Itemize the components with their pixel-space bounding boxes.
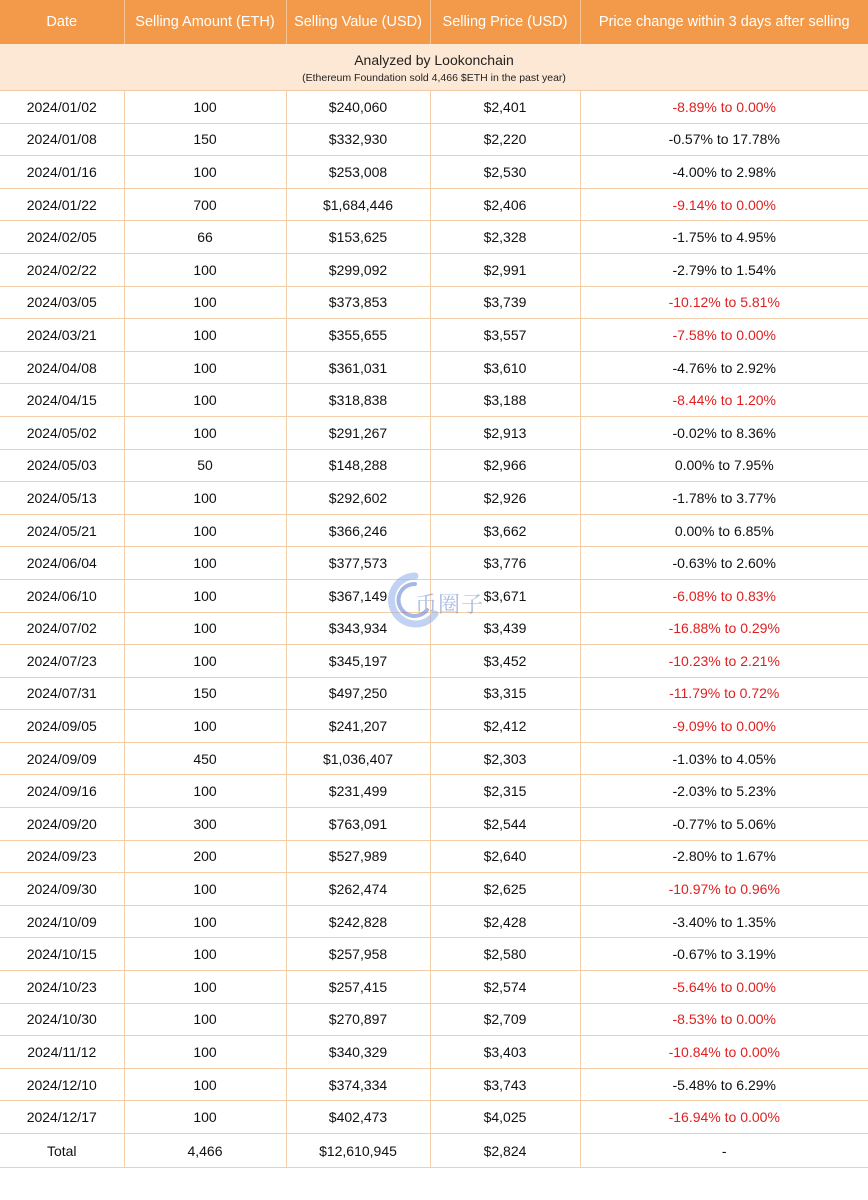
row-date: 2024/05/02 (0, 416, 124, 449)
row-price: $2,913 (430, 416, 580, 449)
analysis-section (0, 44, 868, 91)
table-row (0, 384, 868, 417)
row-date: 2024/05/03 (0, 449, 124, 482)
row-change: -0.63% to 2.60% (580, 547, 868, 580)
row-amount: 100 (124, 1036, 286, 1069)
header-date: Date (0, 0, 124, 44)
row-date: 2024/02/05 (0, 221, 124, 254)
row-amount: 100 (124, 938, 286, 971)
row-amount: 300 (124, 808, 286, 841)
row-price: $3,403 (430, 1036, 580, 1069)
row-change: -2.03% to 5.23% (580, 775, 868, 808)
table-row (0, 253, 868, 286)
table-row (0, 579, 868, 612)
row-price: $3,662 (430, 514, 580, 547)
row-change: -6.08% to 0.83% (580, 579, 868, 612)
table-row (0, 319, 868, 352)
row-amount: 100 (124, 253, 286, 286)
row-amount: 100 (124, 514, 286, 547)
analysis-cell (0, 44, 868, 91)
row-date: 2024/10/30 (0, 1003, 124, 1036)
row-amount: 100 (124, 775, 286, 808)
watermark-text: 币圈子 (415, 593, 485, 618)
table-row (0, 449, 868, 482)
row-date: 2024/05/13 (0, 482, 124, 515)
row-price: $2,530 (430, 156, 580, 189)
row-change: -4.00% to 2.98% (580, 156, 868, 189)
row-amount: 100 (124, 579, 286, 612)
header-selling-amount: Selling Amount (ETH) (124, 0, 286, 44)
row-amount: 100 (124, 482, 286, 515)
row-price: $4,025 (430, 1101, 580, 1134)
row-amount: 100 (124, 710, 286, 743)
total-value: $12,610,945 (286, 1134, 430, 1168)
row-price: $2,991 (430, 253, 580, 286)
row-value: $527,989 (286, 840, 430, 873)
row-change: -9.09% to 0.00% (580, 710, 868, 743)
row-change: -9.14% to 0.00% (580, 188, 868, 221)
row-price: $3,315 (430, 677, 580, 710)
row-amount: 100 (124, 319, 286, 352)
total-label: Total (0, 1134, 124, 1168)
row-price: $2,220 (430, 123, 580, 156)
analysis-subtitle: (Ethereum Foundation sold 4,466 $ETH in the past year) (302, 72, 566, 84)
row-date: 2024/11/12 (0, 1036, 124, 1069)
row-change: -16.94% to 0.00% (580, 1101, 868, 1134)
table-row (0, 840, 868, 873)
row-value: $497,250 (286, 677, 430, 710)
row-change: 0.00% to 6.85% (580, 514, 868, 547)
row-date: 2024/09/20 (0, 808, 124, 841)
row-value: $1,684,446 (286, 188, 430, 221)
row-change: -1.78% to 3.77% (580, 482, 868, 515)
row-value: $763,091 (286, 808, 430, 841)
row-date: 2024/09/05 (0, 710, 124, 743)
row-value: $292,602 (286, 482, 430, 515)
row-price: $2,412 (430, 710, 580, 743)
row-price: $3,439 (430, 612, 580, 645)
row-amount: 50 (124, 449, 286, 482)
row-price: $2,640 (430, 840, 580, 873)
row-value: $361,031 (286, 351, 430, 384)
row-date: 2024/01/02 (0, 91, 124, 124)
table-row (0, 351, 868, 384)
row-amount: 100 (124, 873, 286, 906)
row-date: 2024/07/23 (0, 645, 124, 678)
row-amount: 100 (124, 416, 286, 449)
row-date: 2024/10/15 (0, 938, 124, 971)
row-change: -1.75% to 4.95% (580, 221, 868, 254)
row-price: $2,303 (430, 742, 580, 775)
row-amount: 100 (124, 351, 286, 384)
table-row (0, 971, 868, 1004)
row-amount: 100 (124, 905, 286, 938)
row-price: $2,709 (430, 1003, 580, 1036)
table-row (0, 905, 868, 938)
row-change: -8.89% to 0.00% (580, 91, 868, 124)
header-selling-value: Selling Value (USD) (286, 0, 430, 44)
row-change: -7.58% to 0.00% (580, 319, 868, 352)
row-value: $1,036,407 (286, 742, 430, 775)
row-price: $3,739 (430, 286, 580, 319)
row-price: $2,926 (430, 482, 580, 515)
row-value: $257,415 (286, 971, 430, 1004)
row-date: 2024/04/08 (0, 351, 124, 384)
table-row (0, 873, 868, 906)
row-change: -0.02% to 8.36% (580, 416, 868, 449)
row-price: $3,188 (430, 384, 580, 417)
row-price: $2,966 (430, 449, 580, 482)
row-amount: 100 (124, 971, 286, 1004)
row-date: 2024/10/09 (0, 905, 124, 938)
row-value: $366,246 (286, 514, 430, 547)
row-value: $240,060 (286, 91, 430, 124)
row-price: $3,610 (430, 351, 580, 384)
table-row (0, 416, 868, 449)
row-change: -0.77% to 5.06% (580, 808, 868, 841)
row-price: $3,452 (430, 645, 580, 678)
row-change: -3.40% to 1.35% (580, 905, 868, 938)
table-row (0, 1101, 868, 1134)
row-change: -10.97% to 0.96% (580, 873, 868, 906)
row-date: 2024/09/16 (0, 775, 124, 808)
row-price: $2,315 (430, 775, 580, 808)
row-date: 2024/10/23 (0, 971, 124, 1004)
row-date: 2024/12/17 (0, 1101, 124, 1134)
row-date: 2024/07/02 (0, 612, 124, 645)
row-date: 2024/09/23 (0, 840, 124, 873)
row-price: $3,557 (430, 319, 580, 352)
row-amount: 66 (124, 221, 286, 254)
header-row (0, 0, 868, 44)
row-value: $374,334 (286, 1068, 430, 1101)
row-amount: 150 (124, 677, 286, 710)
row-date: 2024/01/16 (0, 156, 124, 189)
table-row (0, 547, 868, 580)
row-amount: 100 (124, 286, 286, 319)
row-value: $373,853 (286, 286, 430, 319)
row-value: $345,197 (286, 645, 430, 678)
row-change: -10.23% to 2.21% (580, 645, 868, 678)
total-price: $2,824 (430, 1134, 580, 1168)
table-row (0, 645, 868, 678)
row-date: 2024/02/22 (0, 253, 124, 286)
row-amount: 100 (124, 1101, 286, 1134)
row-price: $2,328 (430, 221, 580, 254)
row-change: -0.67% to 3.19% (580, 938, 868, 971)
row-value: $231,499 (286, 775, 430, 808)
row-value: $340,329 (286, 1036, 430, 1069)
row-date: 2024/01/22 (0, 188, 124, 221)
row-amount: 450 (124, 742, 286, 775)
row-date: 2024/04/15 (0, 384, 124, 417)
row-change: -5.48% to 6.29% (580, 1068, 868, 1101)
row-date: 2024/05/21 (0, 514, 124, 547)
total-row (0, 1134, 868, 1168)
row-date: 2024/09/30 (0, 873, 124, 906)
total-change: - (580, 1134, 868, 1168)
row-date: 2024/12/10 (0, 1068, 124, 1101)
row-value: $367,149 (286, 579, 430, 612)
row-price: $2,625 (430, 873, 580, 906)
row-amount: 100 (124, 645, 286, 678)
table-row (0, 221, 868, 254)
row-amount: 100 (124, 612, 286, 645)
row-value: $343,934 (286, 612, 430, 645)
row-price: $2,406 (430, 188, 580, 221)
row-value: $318,838 (286, 384, 430, 417)
row-amount: 200 (124, 840, 286, 873)
row-date: 2024/07/31 (0, 677, 124, 710)
row-value: $299,092 (286, 253, 430, 286)
table-row (0, 808, 868, 841)
row-change: -2.80% to 1.67% (580, 840, 868, 873)
table-row (0, 188, 868, 221)
row-value: $332,930 (286, 123, 430, 156)
row-value: $270,897 (286, 1003, 430, 1036)
row-change: -8.53% to 0.00% (580, 1003, 868, 1036)
row-price: $3,671 (430, 579, 580, 612)
row-change: -1.03% to 4.05% (580, 742, 868, 775)
row-date: 2024/06/10 (0, 579, 124, 612)
table-row (0, 1068, 868, 1101)
row-amount: 100 (124, 547, 286, 580)
row-date: 2024/03/21 (0, 319, 124, 352)
row-value: $377,573 (286, 547, 430, 580)
row-change: -16.88% to 0.29% (580, 612, 868, 645)
table-row (0, 286, 868, 319)
table-row (0, 677, 868, 710)
row-change: -11.79% to 0.72% (580, 677, 868, 710)
row-amount: 150 (124, 123, 286, 156)
row-price: $2,580 (430, 938, 580, 971)
row-price: $2,574 (430, 971, 580, 1004)
table-row (0, 742, 868, 775)
row-value: $402,473 (286, 1101, 430, 1134)
table-row (0, 710, 868, 743)
row-amount: 100 (124, 1068, 286, 1101)
row-amount: 100 (124, 91, 286, 124)
table-row (0, 1036, 868, 1069)
row-value: $242,828 (286, 905, 430, 938)
row-value: $153,625 (286, 221, 430, 254)
table-row (0, 482, 868, 515)
table-row (0, 156, 868, 189)
row-change: -2.79% to 1.54% (580, 253, 868, 286)
row-date: 2024/03/05 (0, 286, 124, 319)
table-row (0, 612, 868, 645)
row-amount: 100 (124, 384, 286, 417)
row-value: $253,008 (286, 156, 430, 189)
table-row (0, 123, 868, 156)
header-selling-price: Selling Price (USD) (430, 0, 580, 44)
total-amount: 4,466 (124, 1134, 286, 1168)
row-amount: 100 (124, 1003, 286, 1036)
row-value: $355,655 (286, 319, 430, 352)
row-amount: 700 (124, 188, 286, 221)
row-date: 2024/01/08 (0, 123, 124, 156)
row-amount: 100 (124, 156, 286, 189)
row-change: 0.00% to 7.95% (580, 449, 868, 482)
row-date: 2024/09/09 (0, 742, 124, 775)
row-value: $257,958 (286, 938, 430, 971)
row-price: $3,776 (430, 547, 580, 580)
row-change: -4.76% to 2.92% (580, 351, 868, 384)
row-value: $262,474 (286, 873, 430, 906)
row-value: $148,288 (286, 449, 430, 482)
header-price-change: Price change within 3 days after selling (580, 0, 868, 44)
table-row (0, 938, 868, 971)
row-change: -0.57% to 17.78% (580, 123, 868, 156)
row-value: $291,267 (286, 416, 430, 449)
table-row (0, 1003, 868, 1036)
table-body (0, 91, 868, 1168)
row-value: $241,207 (286, 710, 430, 743)
analysis-title: Analyzed by Lookonchain (354, 52, 514, 68)
table-row (0, 91, 868, 124)
table-header (0, 0, 868, 44)
row-change: -10.12% to 5.81% (580, 286, 868, 319)
analysis-row (0, 44, 868, 91)
row-price: $2,544 (430, 808, 580, 841)
table-row (0, 514, 868, 547)
row-change: -5.64% to 0.00% (580, 971, 868, 1004)
table-row (0, 775, 868, 808)
row-price: $2,428 (430, 905, 580, 938)
row-date: 2024/06/04 (0, 547, 124, 580)
row-price: $2,401 (430, 91, 580, 124)
row-price: $3,743 (430, 1068, 580, 1101)
row-change: -10.84% to 0.00% (580, 1036, 868, 1069)
row-change: -8.44% to 1.20% (580, 384, 868, 417)
